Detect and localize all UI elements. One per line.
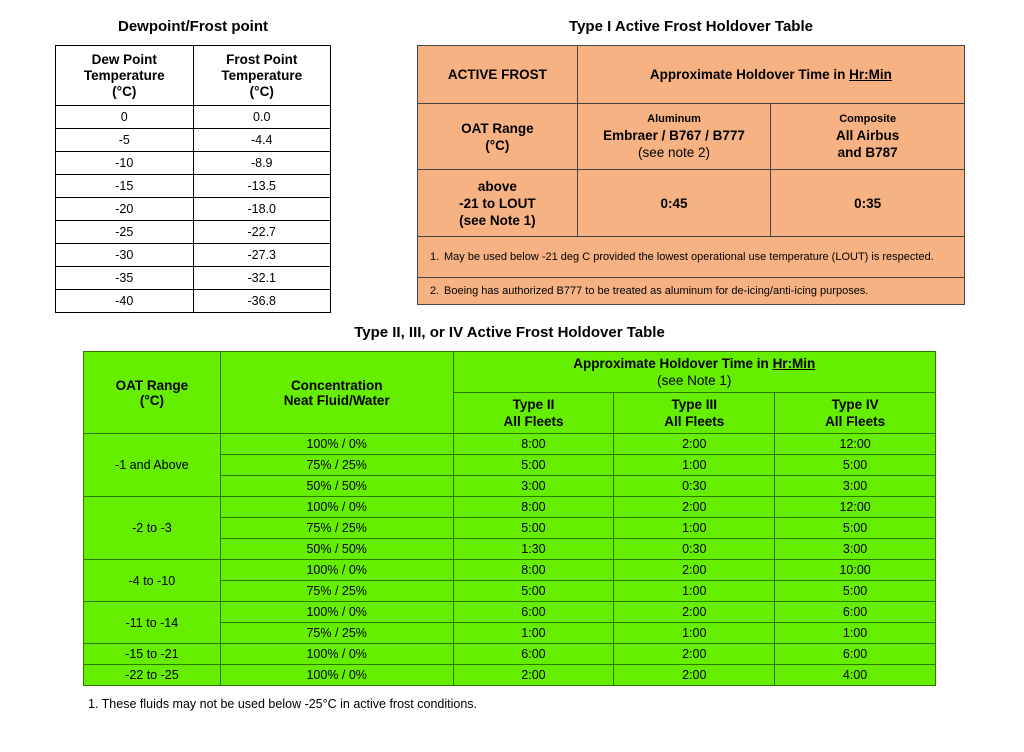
type1-title: Type I Active Frost Holdover Table xyxy=(569,18,813,35)
type-iii-time: 2:00 xyxy=(614,434,775,455)
type-ii-time: 8:00 xyxy=(453,434,614,455)
dewpoint-row xyxy=(56,221,331,244)
oat-range-value: above -21 to LOUT (see Note 1) xyxy=(418,170,578,237)
type-ii-time: 5:00 xyxy=(453,518,614,539)
dew-point-cell: -20 xyxy=(56,198,194,221)
holdover-row xyxy=(84,665,936,686)
type-iii-time: 1:00 xyxy=(614,581,775,602)
concentration-cell: 100% / 0% xyxy=(220,665,453,686)
dew-point-cell: -15 xyxy=(56,175,194,198)
type-iv-time: 3:00 xyxy=(775,476,936,497)
t2-approx-header: Approximate Holdover Time in Hr:Min (see Note 1) xyxy=(453,352,935,393)
type-iv-time: 12:00 xyxy=(775,497,936,518)
dewpoint-title: Dewpoint/Frost point xyxy=(118,18,268,35)
type-iii-time: 2:00 xyxy=(614,602,775,623)
type-iii-time: 0:30 xyxy=(614,539,775,560)
type-iv-time: 10:00 xyxy=(775,560,936,581)
type-iv-time: 1:00 xyxy=(775,623,936,644)
dewpoint-row xyxy=(56,244,331,267)
composite-time: 0:35 xyxy=(771,170,965,237)
concentration-cell: 50% / 50% xyxy=(220,476,453,497)
frost-point-cell: -36.8 xyxy=(193,290,331,313)
dewpoint-row xyxy=(56,152,331,175)
oat-range-cell: -4 to -10 xyxy=(84,560,221,602)
concentration-cell: 100% / 0% xyxy=(220,644,453,665)
type-ii-time: 6:00 xyxy=(453,644,614,665)
holdover-row xyxy=(84,560,936,581)
frost-point-cell: 0.0 xyxy=(193,106,331,129)
type-iii-header: Type III All Fleets xyxy=(614,393,775,434)
oat-range-cell: -11 to -14 xyxy=(84,602,221,644)
type-ii-header: Type II All Fleets xyxy=(453,393,614,434)
t2-concentration-header: Concentration Neat Fluid/Water xyxy=(220,352,453,434)
type-iv-header: Type IV All Fleets xyxy=(775,393,936,434)
holdover-row xyxy=(84,602,936,623)
frost-point-cell: -4.4 xyxy=(193,129,331,152)
dewpoint-row xyxy=(56,175,331,198)
dew-point-header: Dew Point Temperature (°C) xyxy=(56,46,194,106)
type-iv-time: 6:00 xyxy=(775,644,936,665)
dew-point-cell: -30 xyxy=(56,244,194,267)
concentration-cell: 75% / 25% xyxy=(220,455,453,476)
type-iii-time: 1:00 xyxy=(614,623,775,644)
type-iii-time: 1:00 xyxy=(614,518,775,539)
type-ii-time: 8:00 xyxy=(453,560,614,581)
concentration-cell: 50% / 50% xyxy=(220,539,453,560)
aluminum-header: Aluminum Embraer / B767 / B777 (see note 2) xyxy=(577,104,771,170)
oat-range-cell: -22 to -25 xyxy=(84,665,221,686)
type1-holdover-table xyxy=(417,45,965,305)
active-frost-header: ACTIVE FROST xyxy=(418,46,578,104)
frost-point-cell: -22.7 xyxy=(193,221,331,244)
dewpoint-row xyxy=(56,129,331,152)
type-ii-time: 3:00 xyxy=(453,476,614,497)
concentration-cell: 100% / 0% xyxy=(220,560,453,581)
aluminum-time: 0:45 xyxy=(577,170,771,237)
oat-range-cell: -15 to -21 xyxy=(84,644,221,665)
frost-point-cell: -8.9 xyxy=(193,152,331,175)
dew-point-cell: -35 xyxy=(56,267,194,290)
oat-range-cell: -2 to -3 xyxy=(84,497,221,560)
concentration-cell: 100% / 0% xyxy=(220,602,453,623)
dewpoint-row xyxy=(56,106,331,129)
holdover-row xyxy=(84,497,936,518)
type-iii-time: 2:00 xyxy=(614,560,775,581)
type-ii-time: 6:00 xyxy=(453,602,614,623)
type-iii-time: 2:00 xyxy=(614,644,775,665)
frost-point-cell: -18.0 xyxy=(193,198,331,221)
dew-point-cell: -5 xyxy=(56,129,194,152)
type-ii-time: 8:00 xyxy=(453,497,614,518)
type-iii-time: 2:00 xyxy=(614,497,775,518)
dew-point-cell: -10 xyxy=(56,152,194,175)
approx-holdover-header: Approximate Holdover Time in Hr:Min xyxy=(577,46,964,104)
type2-title: Type II, III, or IV Active Frost Holdover Table xyxy=(354,324,665,341)
type-ii-time: 5:00 xyxy=(453,455,614,476)
type-ii-time: 1:00 xyxy=(453,623,614,644)
dew-point-cell: 0 xyxy=(56,106,194,129)
composite-header: Composite All Airbus and B787 xyxy=(771,104,965,170)
concentration-cell: 75% / 25% xyxy=(220,581,453,602)
type-iv-time: 12:00 xyxy=(775,434,936,455)
type-ii-time: 1:30 xyxy=(453,539,614,560)
type-iii-time: 0:30 xyxy=(614,476,775,497)
type-iv-time: 4:00 xyxy=(775,665,936,686)
type1-note-2: 2. Boeing has authorized B777 to be treated as aluminum for de-icing/anti-icing purposes. xyxy=(418,278,965,305)
oat-range-cell: -1 and Above xyxy=(84,434,221,497)
dewpoint-row xyxy=(56,290,331,313)
dewpoint-row xyxy=(56,198,331,221)
type2-footnote: 1. These fluids may not be used below -25°C in active frost conditions. xyxy=(88,697,478,711)
type-iv-time: 5:00 xyxy=(775,455,936,476)
type-ii-time: 2:00 xyxy=(453,665,614,686)
concentration-cell: 100% / 0% xyxy=(220,434,453,455)
type-iii-time: 2:00 xyxy=(614,665,775,686)
dewpoint-row xyxy=(56,267,331,290)
concentration-cell: 75% / 25% xyxy=(220,623,453,644)
frost-point-header: Frost Point Temperature (°C) xyxy=(193,46,331,106)
frost-point-cell: -32.1 xyxy=(193,267,331,290)
dew-point-cell: -40 xyxy=(56,290,194,313)
type-iv-time: 5:00 xyxy=(775,518,936,539)
type-iv-time: 5:00 xyxy=(775,581,936,602)
dewpoint-table xyxy=(55,45,331,313)
concentration-cell: 100% / 0% xyxy=(220,497,453,518)
holdover-row xyxy=(84,434,936,455)
type-iv-time: 3:00 xyxy=(775,539,936,560)
dew-point-cell: -25 xyxy=(56,221,194,244)
t2-oat-header: OAT Range (°C) xyxy=(84,352,221,434)
holdover-row xyxy=(84,644,936,665)
type2-holdover-table xyxy=(83,351,936,686)
frost-point-cell: -27.3 xyxy=(193,244,331,267)
concentration-cell: 75% / 25% xyxy=(220,518,453,539)
oat-range-header: OAT Range (°C) xyxy=(418,104,578,170)
type1-note-1: 1. May be used below -21 deg C provided the lowest operational use temperature (LOUT) is respected. xyxy=(418,237,965,278)
type-iii-time: 1:00 xyxy=(614,455,775,476)
type-iv-time: 6:00 xyxy=(775,602,936,623)
frost-point-cell: -13.5 xyxy=(193,175,331,198)
type-ii-time: 5:00 xyxy=(453,581,614,602)
